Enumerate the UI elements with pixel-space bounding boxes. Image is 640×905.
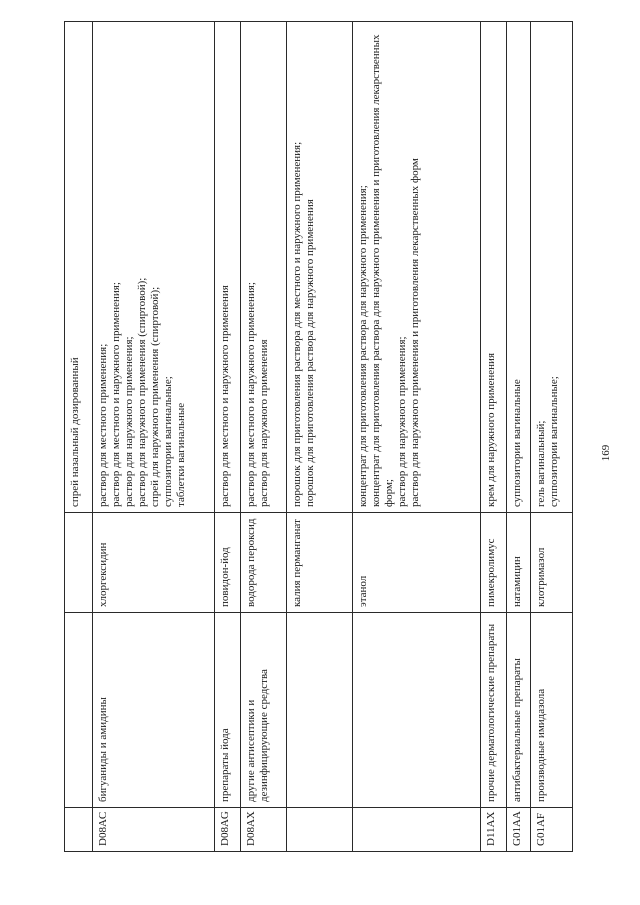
form-line: порошок для приготовления раствора для наружного применения: [304, 199, 316, 507]
form-line: раствор для наружного применения (спиртовой);: [136, 277, 148, 507]
drug-cell: хлоргексидин: [93, 513, 215, 613]
forms-cell: [65, 22, 93, 513]
form-line: раствор для местного и наружного применения;: [110, 282, 122, 507]
table-row: [531, 22, 573, 852]
form-line: раствор для наружного применения: [258, 339, 270, 507]
form-line: концентрат для приготовления раствора для наружного применения и приготовления лекарственных форм;: [370, 34, 395, 507]
group-cell: [65, 613, 93, 808]
form-line: раствор для наружного применения;: [123, 336, 135, 507]
form-line: раствор для местного применения;: [97, 343, 109, 507]
forms-cell: [241, 22, 287, 513]
forms-cell: [507, 22, 531, 513]
drug-cell: натамицин: [507, 513, 531, 613]
table-row: [287, 22, 353, 852]
drug-cell: пимекролимус: [481, 513, 507, 613]
form-line: гель вагинальный;: [535, 420, 547, 507]
group-cell: бигуаниды и амидины: [93, 613, 215, 808]
atc-code-cell: [65, 808, 93, 852]
atc-code-cell: D08AG: [215, 808, 241, 852]
group-cell: препараты йода: [215, 613, 241, 808]
page-number: 169: [600, 444, 612, 462]
atc-code-cell: [287, 808, 353, 852]
drug-cell: калия перманганат: [287, 513, 353, 613]
table-row: [507, 22, 531, 852]
table-row: [215, 22, 241, 852]
atc-code-cell: G01AF: [531, 808, 573, 852]
group-cell: [353, 613, 481, 808]
table-row: [353, 22, 481, 852]
atc-code-cell: [353, 808, 481, 852]
drug-table: [64, 21, 573, 852]
form-line: крем для наружного применения: [485, 352, 497, 507]
group-cell: [287, 613, 353, 808]
atc-code-cell: D08AX: [241, 808, 287, 852]
form-line: раствор для наружного применения;: [396, 336, 408, 507]
forms-cell: [481, 22, 507, 513]
form-line: суппозитории вагинальные;: [548, 376, 560, 507]
drug-cell: водорода пероксид: [241, 513, 287, 613]
drug-cell: этанол: [353, 513, 481, 613]
drug-cell: клотримазол: [531, 513, 573, 613]
atc-code-cell: G01AA: [507, 808, 531, 852]
table-row: [241, 22, 287, 852]
group-cell: другие антисептики и дезинфицирующие средства: [241, 613, 287, 808]
form-line: раствор для местного и наружного применения;: [245, 282, 257, 507]
table-row: [481, 22, 507, 852]
group-cell: антибактериальные препараты: [507, 613, 531, 808]
forms-cell: [531, 22, 573, 513]
form-line: концентрат для приготовления раствора для наружного применения;: [357, 185, 369, 507]
table-row: [93, 22, 215, 852]
form-line: спрей для наружного применения (спиртовой);: [149, 286, 161, 507]
drug-cell: повидон-йод: [215, 513, 241, 613]
form-line: раствор для местного и наружного применения: [219, 285, 231, 507]
drug-cell: [65, 513, 93, 613]
group-cell: производные имидазола: [531, 613, 573, 808]
form-line: суппозитории вагинальные;: [162, 376, 174, 507]
form-line: раствор для наружного применения и приготовления лекарственных форм: [409, 158, 421, 507]
group-cell: прочие дерматологические препараты: [481, 613, 507, 808]
form-line: таблетки вагинальные: [175, 402, 187, 507]
form-line: порошок для приготовления раствора для местного и наружного применения;: [291, 141, 303, 507]
forms-cell: [353, 22, 481, 513]
table-row: [65, 22, 93, 852]
forms-cell: [287, 22, 353, 513]
atc-code-cell: D11AX: [481, 808, 507, 852]
forms-cell: [93, 22, 215, 513]
form-line: суппозитории вагинальные: [511, 379, 523, 507]
form-line: спрей назальный дозированный: [69, 357, 81, 507]
forms-cell: [215, 22, 241, 513]
rotated-content: [64, 22, 576, 852]
atc-code-cell: D08AC: [93, 808, 215, 852]
